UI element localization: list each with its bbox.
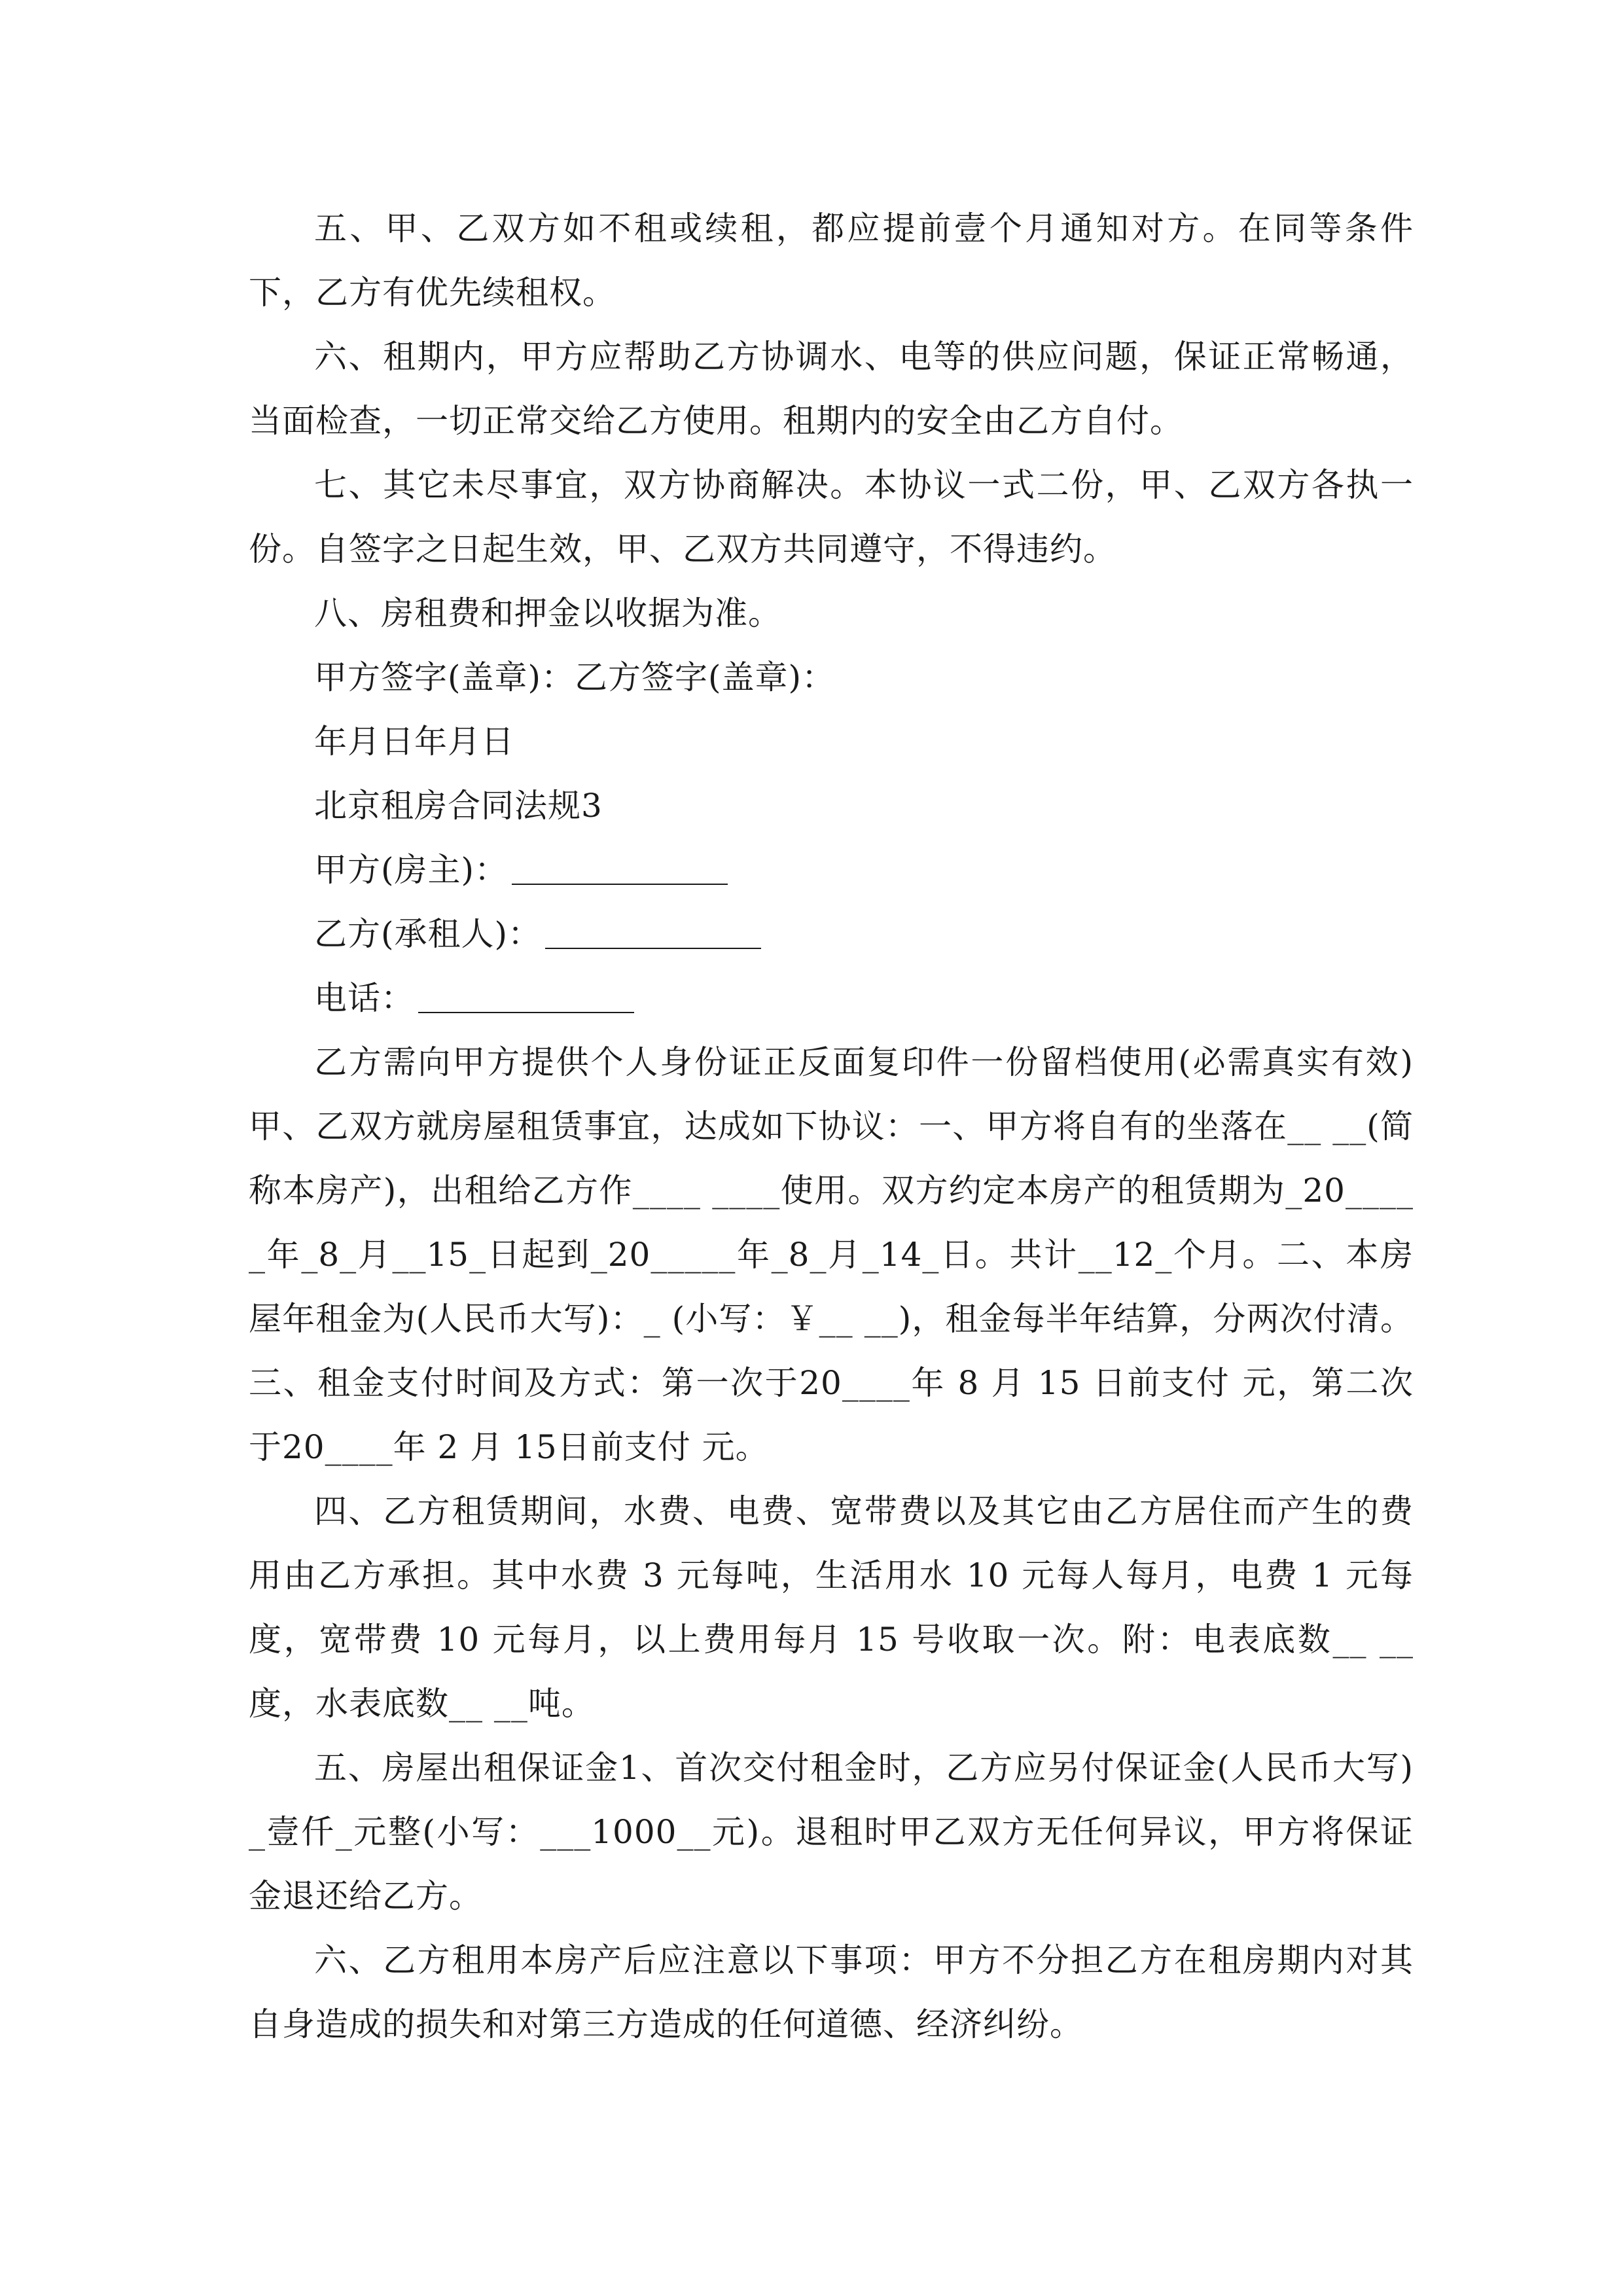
document-page xyxy=(249,196,1414,2056)
clause-receipts: 八、房租费和押金以收据为准。 xyxy=(314,594,781,632)
tenant-label: 乙方(承租人)： xyxy=(314,915,542,953)
clause-deposit: 五、房屋出租保证金1、首次交付租金时，乙方应另付保证金(人民币大写)_壹仟_元整(小写：___1000__元)。退租时甲乙双方无任何异议，甲方将保证金退还给乙方。 xyxy=(249,1749,1414,1915)
clause-renewal: 五、甲、乙双方如不租或续租，都应提前壹个月通知对方。在同等条件下，乙方有优先续租权。 xyxy=(249,209,1414,312)
date-line: 年月日年月日 xyxy=(314,723,514,761)
clause-other-matters: 七、其它未尽事宜，双方协商解决。本协议一式二份，甲、乙双方各执一份。自签字之日起生效，甲、乙双方共同遵守，不得违约。 xyxy=(249,466,1414,568)
clause-tenant-notes: 六、乙方租用本房产后应注意以下事项：甲方不分担乙方在租房期内对其自身造成的损失和对第三方造成的任何道德、经济纠纷。 xyxy=(249,1941,1414,2043)
clause-fees: 四、乙方租赁期间，水费、电费、宽带费以及其它由乙方居住而产生的费用由乙方承担。其中水费 3 元每吨，生活用水 10 元每人每月，电费 1 元每度，宽带费 10 元每月，以上费用每月 15 号收取一次。附：电表底数__ __度，水表底数__ __吨。 xyxy=(249,1492,1414,1723)
tenant-field xyxy=(249,902,1414,966)
phone-input-line[interactable] xyxy=(418,979,634,1013)
landlord-field xyxy=(249,838,1414,902)
clause-utilities-coordination: 六、租期内，甲方应帮助乙方协调水、电等的供应问题，保证正常畅通，当面检查，一切正常交给乙方使用。租期内的安全由乙方自付。 xyxy=(249,338,1414,440)
clause-agreement-terms: 乙方需向甲方提供个人身份证正反面复印件一份留档使用(必需真实有效)甲、乙双方就房屋租赁事宜，达成如下协议：一、甲方将自有的坐落在__ __(简称本房产)，出租给乙方作____ ____使用。双方约定本房产的租赁期为_20_____年_8_月__15_日起到_20_____年_8_月_14_日。共计__12_个月。二、本房屋年租金为(人民币大写)：_ (小写：￥__ __)，租金每半年结算，分两次付清。三、租金支付时间及方式：第一次于20____年 8 月 15 日前支付 元，第二次于20____年 2 月 15日前支付 元。 xyxy=(249,1043,1414,1466)
phone-label: 电话： xyxy=(314,979,414,1017)
section-title: 北京租房合同法规3 xyxy=(314,787,603,825)
phone-field xyxy=(249,966,1414,1030)
tenant-input-line[interactable] xyxy=(545,915,761,949)
signature-line: 甲方签字(盖章)：乙方签字(盖章)： xyxy=(314,658,836,696)
landlord-input-line[interactable] xyxy=(512,851,728,885)
landlord-label: 甲方(房主)： xyxy=(314,851,508,889)
